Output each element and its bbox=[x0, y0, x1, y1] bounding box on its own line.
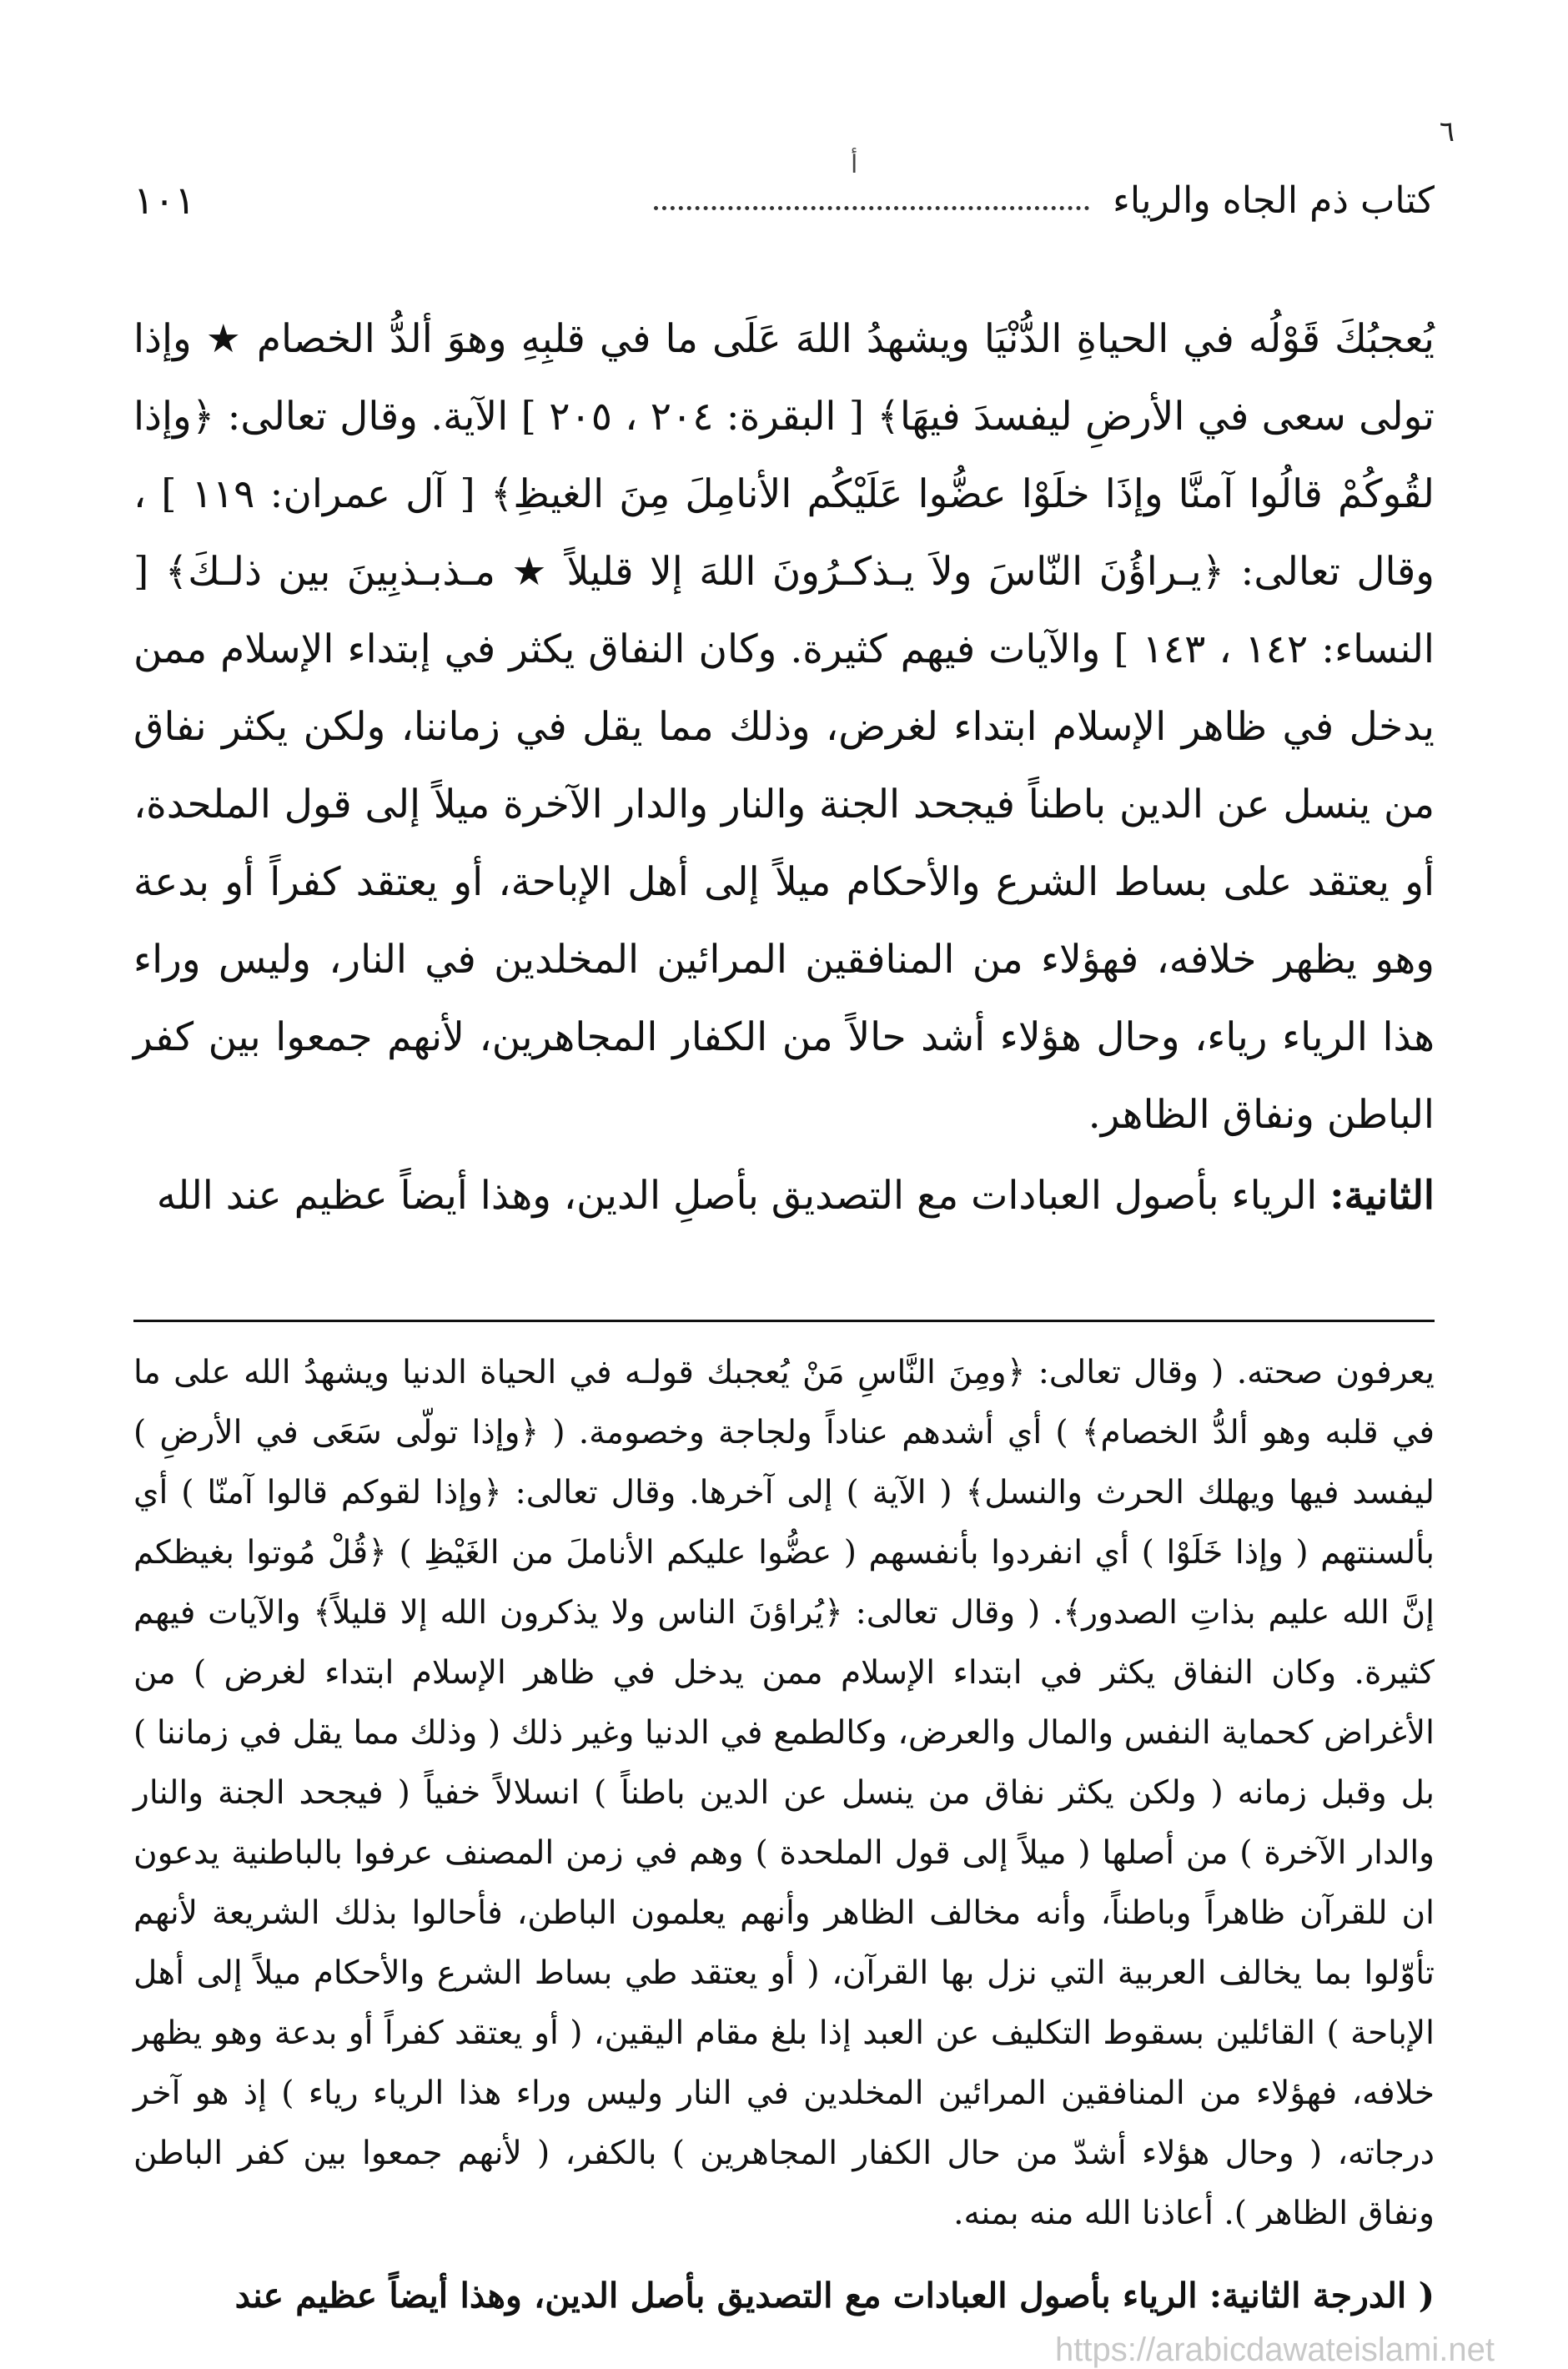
main-text bbox=[133, 300, 1435, 1235]
section-line bbox=[133, 1157, 1435, 1235]
commentary bbox=[133, 1343, 1435, 2326]
watermark: https://arabicdawateislami.net bbox=[1055, 2331, 1495, 2368]
section-text: الرياء بأصول العبادات مع التصديق بأصلِ الدين، وهذا أيضاً عظيم عند الله bbox=[156, 1173, 1318, 1219]
page-number: ١٠١ bbox=[133, 178, 196, 223]
top-mark: أ bbox=[851, 150, 858, 179]
running-title: كتاب ذم الجاه والرياء bbox=[1113, 179, 1435, 222]
corner-mark: ٦ bbox=[1439, 115, 1455, 148]
dotted-leader bbox=[654, 206, 1089, 210]
footnote-separator bbox=[133, 1320, 1435, 1322]
section-label: الثانية: bbox=[1329, 1173, 1435, 1219]
page-content bbox=[133, 115, 1495, 2368]
running-header bbox=[133, 171, 1435, 229]
commentary-last-line: ( الدرجة الثانية: الرياء بأصول العبادات مع التصديق بأصل الدين، وهذا أيضاً عظيم عند bbox=[234, 2276, 1435, 2316]
commentary-paragraph: يعرفون صحته. ( وقال تعالى: ﴿ومِنَ النَّاسِ مَنْ يُعجبك قولـه في الحياة الدنيا ويشهدُ الله على ما في قلبه وهو ألدُّ الخصام﴾ ) أي أشدهم عناداً ولجاجة وخصومة. ( ﴿وإذا تولّى سَعَى في الأرضِ ) ليفسد فيها ويهلك الحرث والنسل﴾ ( الآية ) إلى آخرها. وقال تعالى: ﴿وإذا لقوكم قالوا آمنّا ) أي بألسنتهم ( وإذا خَلَوْا ) أي انفردوا بأنفسهم ( عضُّوا عليكم الأناملَ من الغَيْظِ ) ﴿قُلْ مُوتوا بغيظكم إنَّ الله عليم بذاتِ الصدور﴾. ( وقال تعالى: ﴿يُراؤنَ الناس ولا يذكرون الله إلا قليلاً﴾ والآيات فيهم كثيرة. وكان النفاق يكثر في ابتداء الإسلام ممن يدخل في ظاهر الإسلام ابتداء لغرض ) من الأغراض كحماية النفس والمال والعرض، وكالطمع في الدنيا وغير ذلك ( وذلك مما يقل في زماننا ) بل وقبل زمانه ( ولكن يكثر نفاق من ينسل عن الدين باطناً ) انسلالاً خفياً ( فيجحد الجنة والنار والدار الآخرة ) من أصلها ( ميلاً إلى قول الملحدة ) وهم في زمن المصنف عرفوا بالباطنية يدعون ان للقرآن ظاهراً وباطناً، وأنه مخالف الظاهر وأنهم يعلمون الباطن، فأحالوا بذلك الشريعة لأنهم تأوّلوا بما يخالف العربية التي نزل بها القرآن، ( أو يعتقد طي بساط الشرع والأحكام ميلاً إلى أهل الإباحة ) القائلين بسقوط التكليف عن العبد إذا بلغ مقام اليقين، ( أو يعتقد كفراً أو بدعة وهو يظهر خلافه، فهؤلاء من المنافقين المرائين المخلدين في النار وليس وراء هذا الرياء رياء ) إذ هو آخر درجاته، ( وحال هؤلاء أشدّ من حال الكفار المجاهرين ) بالكفر، ( لأنهم جمعوا بين كفر الباطن ونفاق الظاهر ). أعاذنا الله منه بمنه. bbox=[133, 1354, 1435, 2232]
main-paragraph: يُعجبُكَ قَوْلُه في الحياةِ الدُّنْيَا ويشهدُ اللهَ عَلَى ما في قلبِهِ وهوَ ألدُّ الخصام ★ وإذا تولى سعى في الأرضِ ليفسدَ فيهَا﴾ [ البقرة: ٢٠٤ ، ٢٠٥ ] الآية. وقال تعالى: ﴿وإذا لقُوكُمْ قالُوا آمنَّا وإذَا خلَوْا عضُّوا عَلَيْكُم الأنامِلَ مِنَ الغيظِ﴾ [ آل عمران: ١١٩ ] ، وقال تعالى: ﴿يـراؤُنَ النّاسَ ولاَ يـذكـرُونَ اللهَ إلا قليلاً ★ مـذبـذبِينَ بين ذلـكَ﴾ [ النساء: ١٤٢ ، ١٤٣ ] والآيات فيهم كثيرة. وكان النفاق يكثر في إبتداء الإسلام ممن يدخل في ظاهر الإسلام ابتداء لغرض، وذلك مما يقل في زماننا، ولكن يكثر نفاق من ينسل عن الدين باطناً فيجحد الجنة والنار والدار الآخرة ميلاً إلى قول الملحدة، أو يعتقد على بساط الشرع والأحكام ميلاً إلى أهل الإباحة، أو يعتقد كفراً أو بدعة وهو يظهر خلافه، فهؤلاء من المنافقين المرائين المخلدين في النار، وليس وراء هذا الرياء رياء، وحال هؤلاء أشد حالاً من الكفار المجاهرين، لأنهم جمعوا بين كفر الباطن ونفاق الظاهر. bbox=[133, 316, 1435, 1138]
